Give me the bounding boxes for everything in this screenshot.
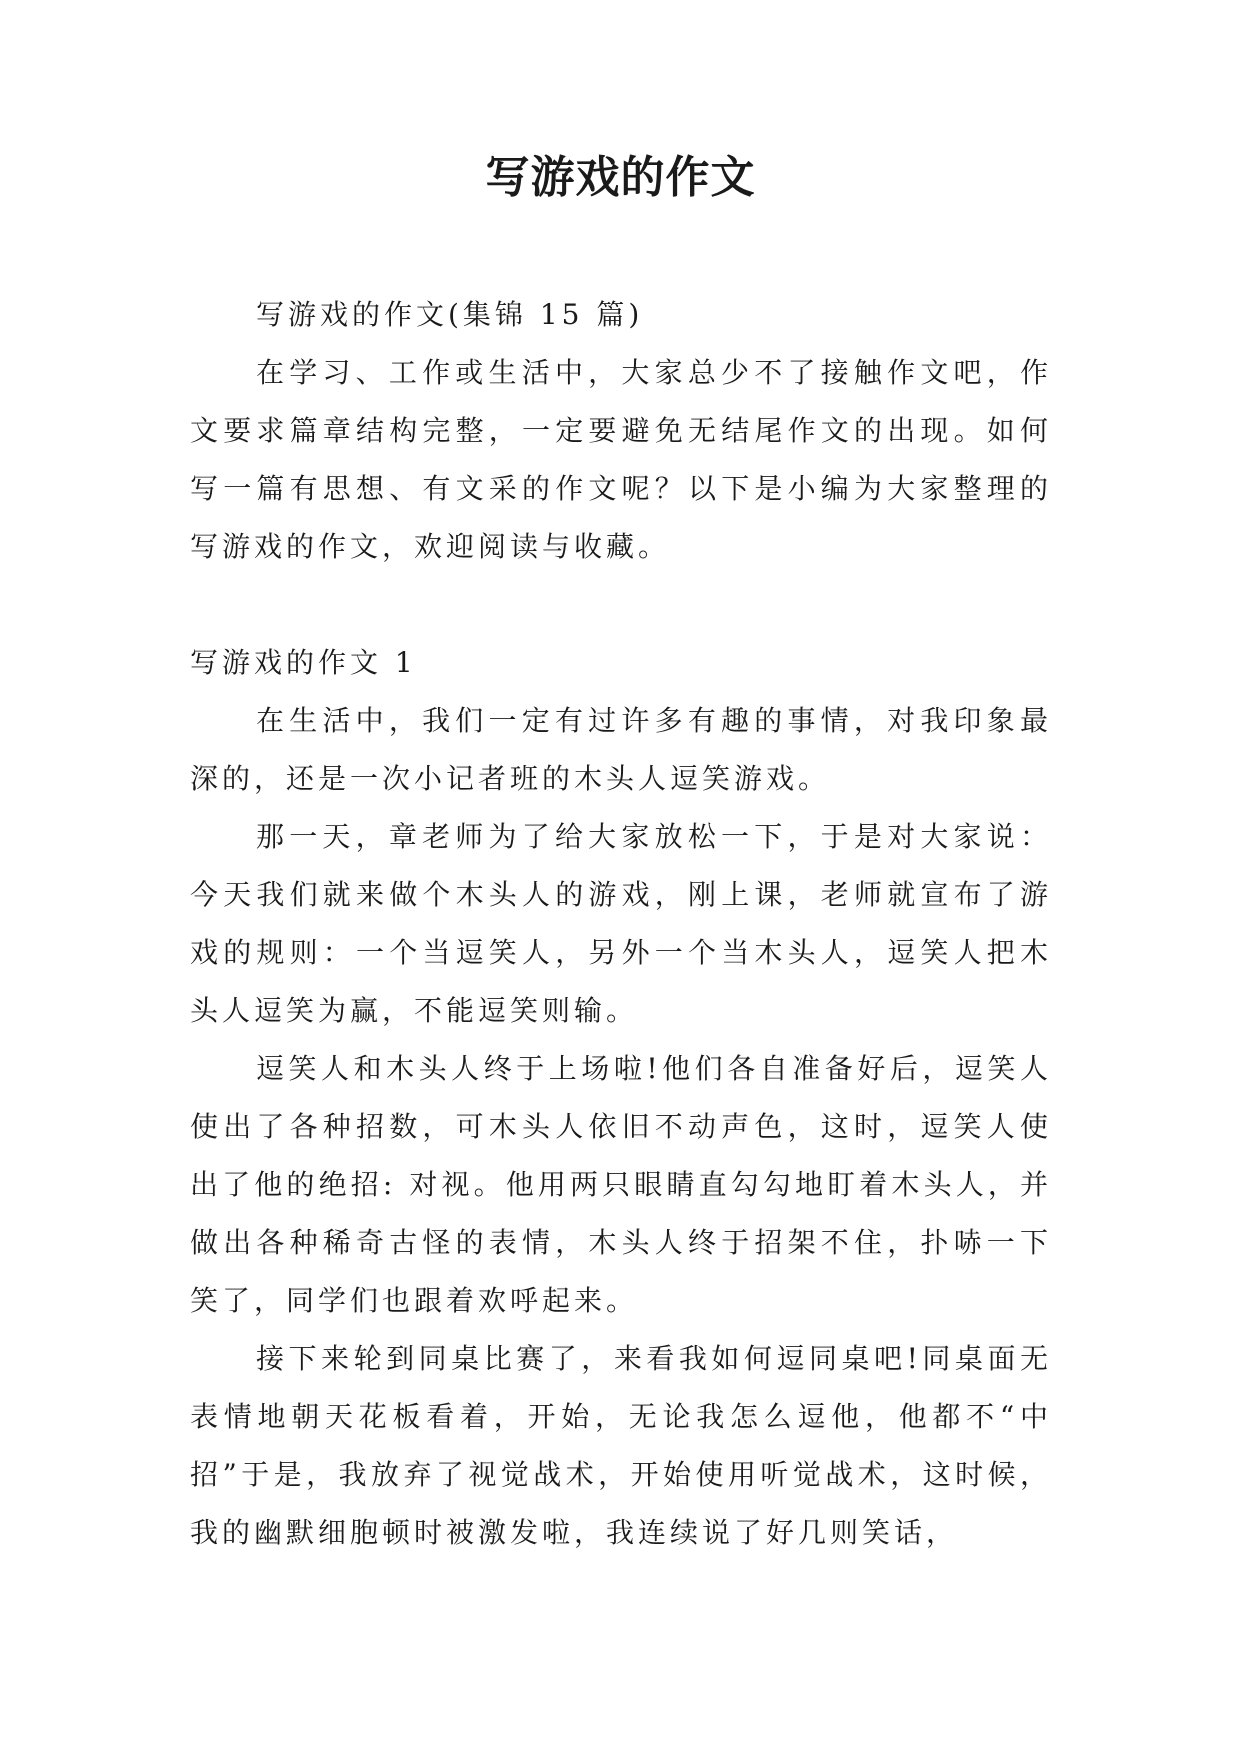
intro-paragraph: 在学习、工作或生活中，大家总少不了接触作文吧，作文要求篇章结构完整，一定要避免无结尾作文的出现。如何写一篇有思想、有文采的作文呢？以下是小编为大家整理的写游戏的作文，欢迎阅读与收藏。 [190, 356, 1052, 563]
body-paragraph: 那一天，章老师为了给大家放松一下，于是对大家说：今天我们就来做个木头人的游戏，刚上课，老师就宣布了游戏的规则：一个当逗笑人，另外一个当木头人，逗笑人把木头人逗笑为赢，不能逗笑则输。 [190, 820, 1052, 1027]
body-paragraph: 逗笑人和木头人终于上场啦!他们各自准备好后，逗笑人使出了各种招数，可木头人依旧不动声色，这时，逗笑人使出了他的绝招: 对视。他用两只眼睛直勾勾地盯着木头人，并做出各种稀奇古怪的表情，木头人终于招架不住，扑哧一下笑了，同学们也跟着欢呼起来。 [190, 1052, 1052, 1317]
body-paragraph: 在生活中，我们一定有过许多有趣的事情，对我印象最深的，还是一次小记者班的木头人逗笑游戏。 [190, 704, 1052, 795]
document-body [190, 286, 1052, 1562]
document-title: 写游戏的作文 [485, 152, 756, 203]
section-spacer [190, 576, 1052, 634]
section-heading: 写游戏的作文 1 [190, 646, 417, 679]
body-paragraph: 接下来轮到同桌比赛了，来看我如何逗同桌吧!同桌面无表情地朝天花板看着，开始，无论我怎么逗他，他都不“中招”于是，我放弃了视觉战术，开始使用听觉战术，这时候，我的幽默细胞顿时被激发啦，我连续说了好几则笑话， [190, 1342, 1052, 1549]
document-subtitle: 写游戏的作文(集锦 15 篇) [256, 298, 644, 331]
